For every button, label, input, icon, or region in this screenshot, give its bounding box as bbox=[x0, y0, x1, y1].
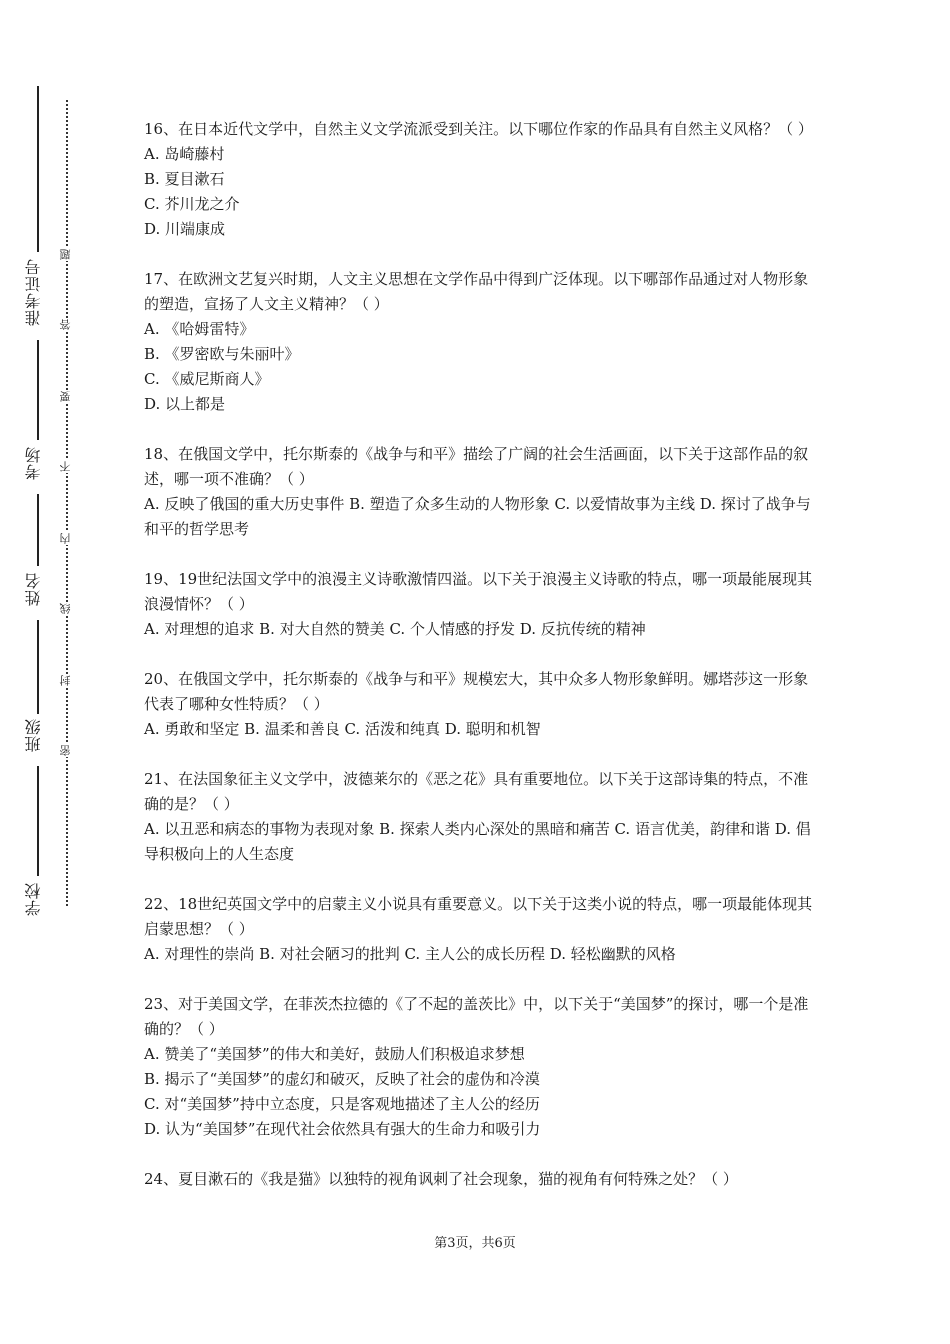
question-20 bbox=[144, 667, 820, 742]
question-23 bbox=[144, 992, 820, 1142]
question-24 bbox=[144, 1167, 820, 1192]
seal-char-yao: 要 bbox=[59, 391, 72, 402]
options-inline: A. 以丑恶和病态的事物为表现对象 B. 探索人类内心深处的黑暗和痛苦 C. 语言优美，韵律和谐 D. 倡导积极向上的人生态度 bbox=[144, 820, 811, 863]
question-16 bbox=[144, 117, 820, 242]
option-b: B. 揭示了“美国梦”的虚幻和破灭，反映了社会的虚伪和冷漠 bbox=[144, 1070, 540, 1088]
seal-dotted-line bbox=[66, 100, 68, 906]
seal-char-feng: 封 bbox=[59, 675, 72, 686]
exam-room-label: 考场 bbox=[24, 446, 43, 480]
question-stem: 23、对于美国文学，在菲茨杰拉德的《了不起的盖茨比》中，以下关于“美国梦”的探讨，哪一个是准确的？（ ） bbox=[144, 995, 809, 1038]
question-stem: 21、在法国象征主义文学中，波德莱尔的《恶之花》具有重要地位。以下关于这部诗集的特点，不准确的是？（ ） bbox=[144, 770, 809, 813]
option-a: A. 岛崎藤村 bbox=[144, 145, 225, 163]
admission-no-label: 准考证号 bbox=[24, 258, 43, 326]
seal-char-xian: 线 bbox=[59, 603, 72, 614]
option-b: B. 夏目漱石 bbox=[144, 170, 225, 188]
margin-line-3 bbox=[37, 494, 39, 566]
options-inline: A. 对理想的追求 B. 对大自然的赞美 C. 个人情感的抒发 D. 反抗传统的精神 bbox=[144, 620, 646, 638]
seal-char-ti: 题 bbox=[59, 249, 72, 260]
option-c: C. 《威尼斯商人》 bbox=[144, 370, 270, 388]
margin-line-2 bbox=[37, 340, 39, 440]
options-inline: A. 反映了俄国的重大历史事件 B. 塑造了众多生动的人物形象 C. 以爱情故事为主线 D. 探讨了战争与和平的哲学思考 bbox=[144, 495, 811, 538]
question-17 bbox=[144, 267, 820, 417]
option-d: D. 以上都是 bbox=[144, 395, 226, 413]
margin-line-4 bbox=[37, 620, 39, 714]
question-list bbox=[144, 117, 820, 1217]
name-label: 姓名 bbox=[24, 572, 43, 606]
options-inline: A. 对理性的崇尚 B. 对社会陋习的批判 C. 主人公的成长历程 D. 轻松幽默的风格 bbox=[144, 945, 676, 963]
option-d: D. 认为“美国梦”在现代社会依然具有强大的生命力和吸引力 bbox=[144, 1120, 541, 1138]
option-a: A. 《哈姆雷特》 bbox=[144, 320, 255, 338]
school-label: 学校 bbox=[24, 882, 43, 916]
option-d: D. 川端康成 bbox=[144, 220, 226, 238]
question-stem: 20、在俄国文学中，托尔斯泰的《战争与和平》规模宏大，其中众多人物形象鲜明。娜塔莎这一形象代表了哪种女性特质？（ ） bbox=[144, 670, 809, 713]
seal-char-mi: 密 bbox=[59, 745, 72, 756]
margin-line-5 bbox=[37, 766, 39, 876]
class-label: 班级 bbox=[24, 718, 43, 752]
question-stem: 17、在欧洲文艺复兴时期，人文主义思想在文学作品中得到广泛体现。以下哪部作品通过对人物形象的塑造，宣扬了人文主义精神？（ ） bbox=[144, 270, 809, 313]
question-stem: 18、在俄国文学中，托尔斯泰的《战争与和平》描绘了广阔的社会生活画面，以下关于这部作品的叙述，哪一项不准确？（ ） bbox=[144, 445, 809, 488]
option-c: C. 对“美国梦”持中立态度，只是客观地描述了主人公的经历 bbox=[144, 1095, 540, 1113]
question-18 bbox=[144, 442, 820, 542]
options-inline: A. 勇敢和坚定 B. 温柔和善良 C. 活泼和纯真 D. 聪明和机智 bbox=[144, 720, 541, 738]
question-22 bbox=[144, 892, 820, 967]
question-stem: 24、夏目漱石的《我是猫》以独特的视角讽刺了社会现象，猫的视角有何特殊之处？（ ） bbox=[144, 1170, 738, 1188]
option-b: B. 《罗密欧与朱丽叶》 bbox=[144, 345, 300, 363]
seal-char-bu: 不 bbox=[59, 461, 72, 472]
option-c: C. 芥川龙之介 bbox=[144, 195, 240, 213]
seal-char-nei: 内 bbox=[59, 533, 72, 544]
question-stem: 19、19世纪法国文学中的浪漫主义诗歌激情四溢。以下关于浪漫主义诗歌的特点，哪一项最能展现其浪漫情怀？（ ） bbox=[144, 570, 813, 613]
question-stem: 16、在日本近代文学中，自然主义文学流派受到关注。以下哪位作家的作品具有自然主义风格？（ ） bbox=[144, 120, 813, 138]
question-stem: 22、18世纪英国文学中的启蒙主义小说具有重要意义。以下关于这类小说的特点，哪一项最能体现其启蒙思想？（ ） bbox=[144, 895, 813, 938]
page-footer: 第3页，共6页 bbox=[434, 1236, 516, 1251]
question-19 bbox=[144, 567, 820, 642]
seal-char-da: 答 bbox=[59, 319, 72, 330]
option-a: A. 赞美了“美国梦”的伟大和美好，鼓励人们积极追求梦想 bbox=[144, 1045, 525, 1063]
margin-line-1 bbox=[37, 86, 39, 252]
question-21 bbox=[144, 767, 820, 867]
